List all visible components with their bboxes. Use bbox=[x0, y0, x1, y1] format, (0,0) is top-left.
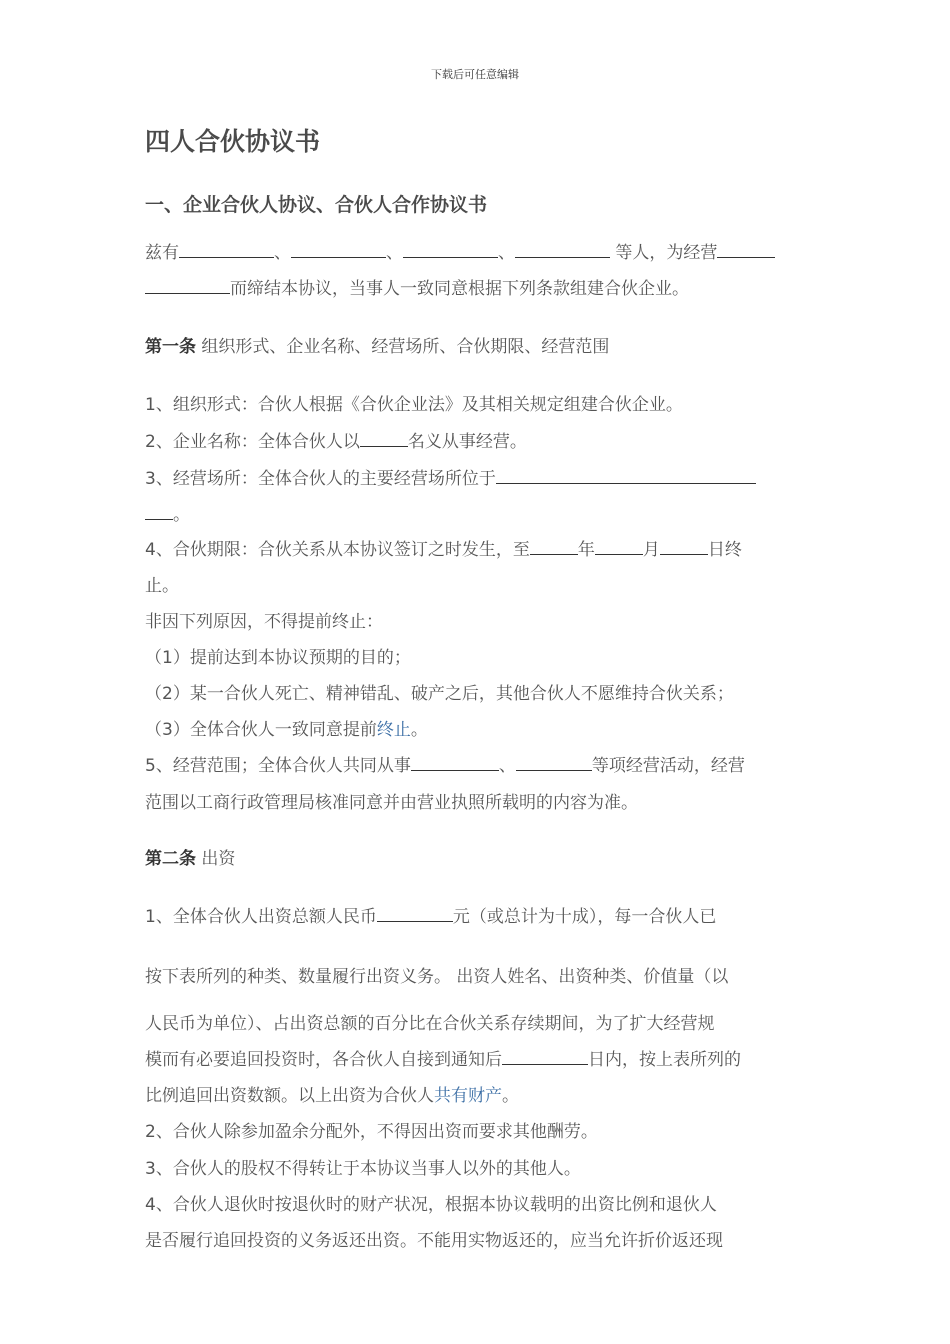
blank-field[interactable] bbox=[660, 536, 708, 555]
item-text: 模而有必要追回投资时，各合伙人自接到通知后 bbox=[145, 1050, 502, 1070]
separator: 、 bbox=[274, 243, 291, 263]
termination-reason-3 bbox=[145, 715, 428, 740]
article-1-item-4 bbox=[145, 535, 742, 560]
item-text: 月 bbox=[642, 540, 660, 560]
blank-field[interactable] bbox=[377, 903, 453, 922]
item-text: 1、全体合伙人出资总额人民币 bbox=[145, 907, 377, 927]
article-1-item-5 bbox=[145, 751, 745, 776]
separator: 、 bbox=[498, 243, 515, 263]
article-2-item-1-line-4 bbox=[145, 1045, 741, 1070]
intro-text: 等人，为经营 bbox=[610, 243, 718, 263]
article-label: 第一条 bbox=[145, 337, 196, 357]
blank-field[interactable] bbox=[530, 536, 578, 555]
article-1-item-1: 1、组织形式：合伙人根据《合伙企业法》及其相关规定组建合伙企业。 bbox=[145, 395, 683, 415]
page-header: 下载后可任意编辑 bbox=[431, 68, 519, 81]
item-text: 5、经营范围；全体合伙人共同从事 bbox=[145, 756, 411, 776]
item-text: 。 bbox=[173, 505, 190, 525]
article-2-heading bbox=[145, 844, 235, 869]
document-title: 四人合伙协议书 bbox=[145, 127, 321, 156]
blank-field[interactable] bbox=[145, 501, 173, 520]
article-2-item-3: 3、合伙人的股权不得转让于本协议当事人以外的其他人。 bbox=[145, 1159, 581, 1179]
article-1-item-4-cont: 止。 bbox=[145, 576, 179, 596]
article-text: 组织形式、企业名称、经营场所、合伙期限、经营范围 bbox=[196, 337, 610, 357]
separator: 、 bbox=[498, 756, 516, 776]
article-2-item-4: 4、合伙人退伙时按退伙时的财产状况，根据本协议载明的出资比例和退伙人 bbox=[145, 1195, 717, 1215]
item-text: 日内，按上表所列的 bbox=[588, 1050, 741, 1070]
blank-field[interactable] bbox=[145, 275, 230, 294]
article-2-item-4-cont: 是否履行追回投资的义务返还出资。不能用实物返还的，应当允许折价返还现 bbox=[145, 1231, 723, 1251]
article-label: 第二条 bbox=[145, 849, 196, 869]
separator: 、 bbox=[386, 243, 403, 263]
termination-intro: 非因下列原因，不得提前终止： bbox=[145, 612, 383, 632]
item-text: 4、合伙期限：合伙关系从本协议签订之时发生，至 bbox=[145, 540, 530, 560]
blank-field[interactable] bbox=[403, 239, 498, 258]
article-1-item-3 bbox=[145, 464, 756, 489]
blank-field[interactable] bbox=[496, 465, 756, 484]
item-text: （3）全体合伙人一致同意提前 bbox=[145, 720, 377, 740]
blank-field[interactable] bbox=[515, 239, 610, 258]
item-text: 年 bbox=[577, 540, 595, 560]
blank-field[interactable] bbox=[516, 752, 592, 771]
blank-field[interactable] bbox=[291, 239, 386, 258]
blank-field[interactable] bbox=[595, 536, 643, 555]
blank-field[interactable] bbox=[717, 239, 775, 258]
common-property-link[interactable]: 共有财产 bbox=[434, 1086, 502, 1106]
item-text: 元（或总计为十成），每一合伙人已 bbox=[452, 907, 717, 927]
item-text: 2、企业名称：全体合伙人以 bbox=[145, 432, 360, 452]
section-title: 一、企业合伙人协议、合伙人合作协议书 bbox=[145, 194, 488, 216]
item-text: 日终 bbox=[707, 540, 742, 560]
intro-line-2 bbox=[145, 274, 689, 299]
item-text: 等项经营活动，经营 bbox=[591, 756, 745, 776]
blank-field[interactable] bbox=[360, 428, 408, 447]
intro-line-1 bbox=[145, 238, 775, 263]
article-2-item-1-line-5 bbox=[145, 1081, 519, 1106]
termination-reason-1: （1）提前达到本协议预期的目的； bbox=[145, 648, 411, 668]
intro-text: 兹有 bbox=[145, 243, 179, 263]
item-text: 名义从事经营。 bbox=[407, 432, 527, 452]
blank-field[interactable] bbox=[502, 1046, 588, 1065]
article-1-item-2 bbox=[145, 427, 527, 452]
article-2-item-1 bbox=[145, 902, 716, 927]
item-text: 。 bbox=[502, 1086, 519, 1106]
article-2-item-1-line-3: 人民币为单位）、占出资总额的百分比在合伙关系存续期间，为了扩大经营规 bbox=[145, 1014, 715, 1034]
item-text: 3、经营场所：全体合伙人的主要经营场所位于 bbox=[145, 469, 496, 489]
article-text: 出资 bbox=[196, 849, 236, 869]
article-2-item-2: 2、合伙人除参加盈余分配外，不得因出资而要求其他酬劳。 bbox=[145, 1122, 598, 1142]
blank-field[interactable] bbox=[179, 239, 274, 258]
article-1-item-5-cont: 范围以工商行政管理局核准同意并由营业执照所载明的内容为准。 bbox=[145, 793, 638, 813]
article-1-heading bbox=[145, 332, 609, 357]
item-text: 。 bbox=[410, 720, 428, 740]
article-2-item-1-line-2: 按下表所列的种类、数量履行出资义务。 出资人姓名、出资种类、价值量（以 bbox=[145, 967, 729, 987]
intro-text: 而缔结本协议，当事人一致同意根据下列条款组建合伙企业。 bbox=[230, 279, 689, 299]
termination-reason-2: （2）某一合伙人死亡、精神错乱、破产之后，其他合伙人不愿维持合伙关系； bbox=[145, 684, 734, 704]
article-1-item-3-cont bbox=[145, 500, 190, 525]
termination-link[interactable]: 终止 bbox=[376, 720, 411, 740]
item-text: 比例追回出资数额。以上出资为合伙人 bbox=[145, 1086, 434, 1106]
blank-field[interactable] bbox=[411, 752, 499, 771]
